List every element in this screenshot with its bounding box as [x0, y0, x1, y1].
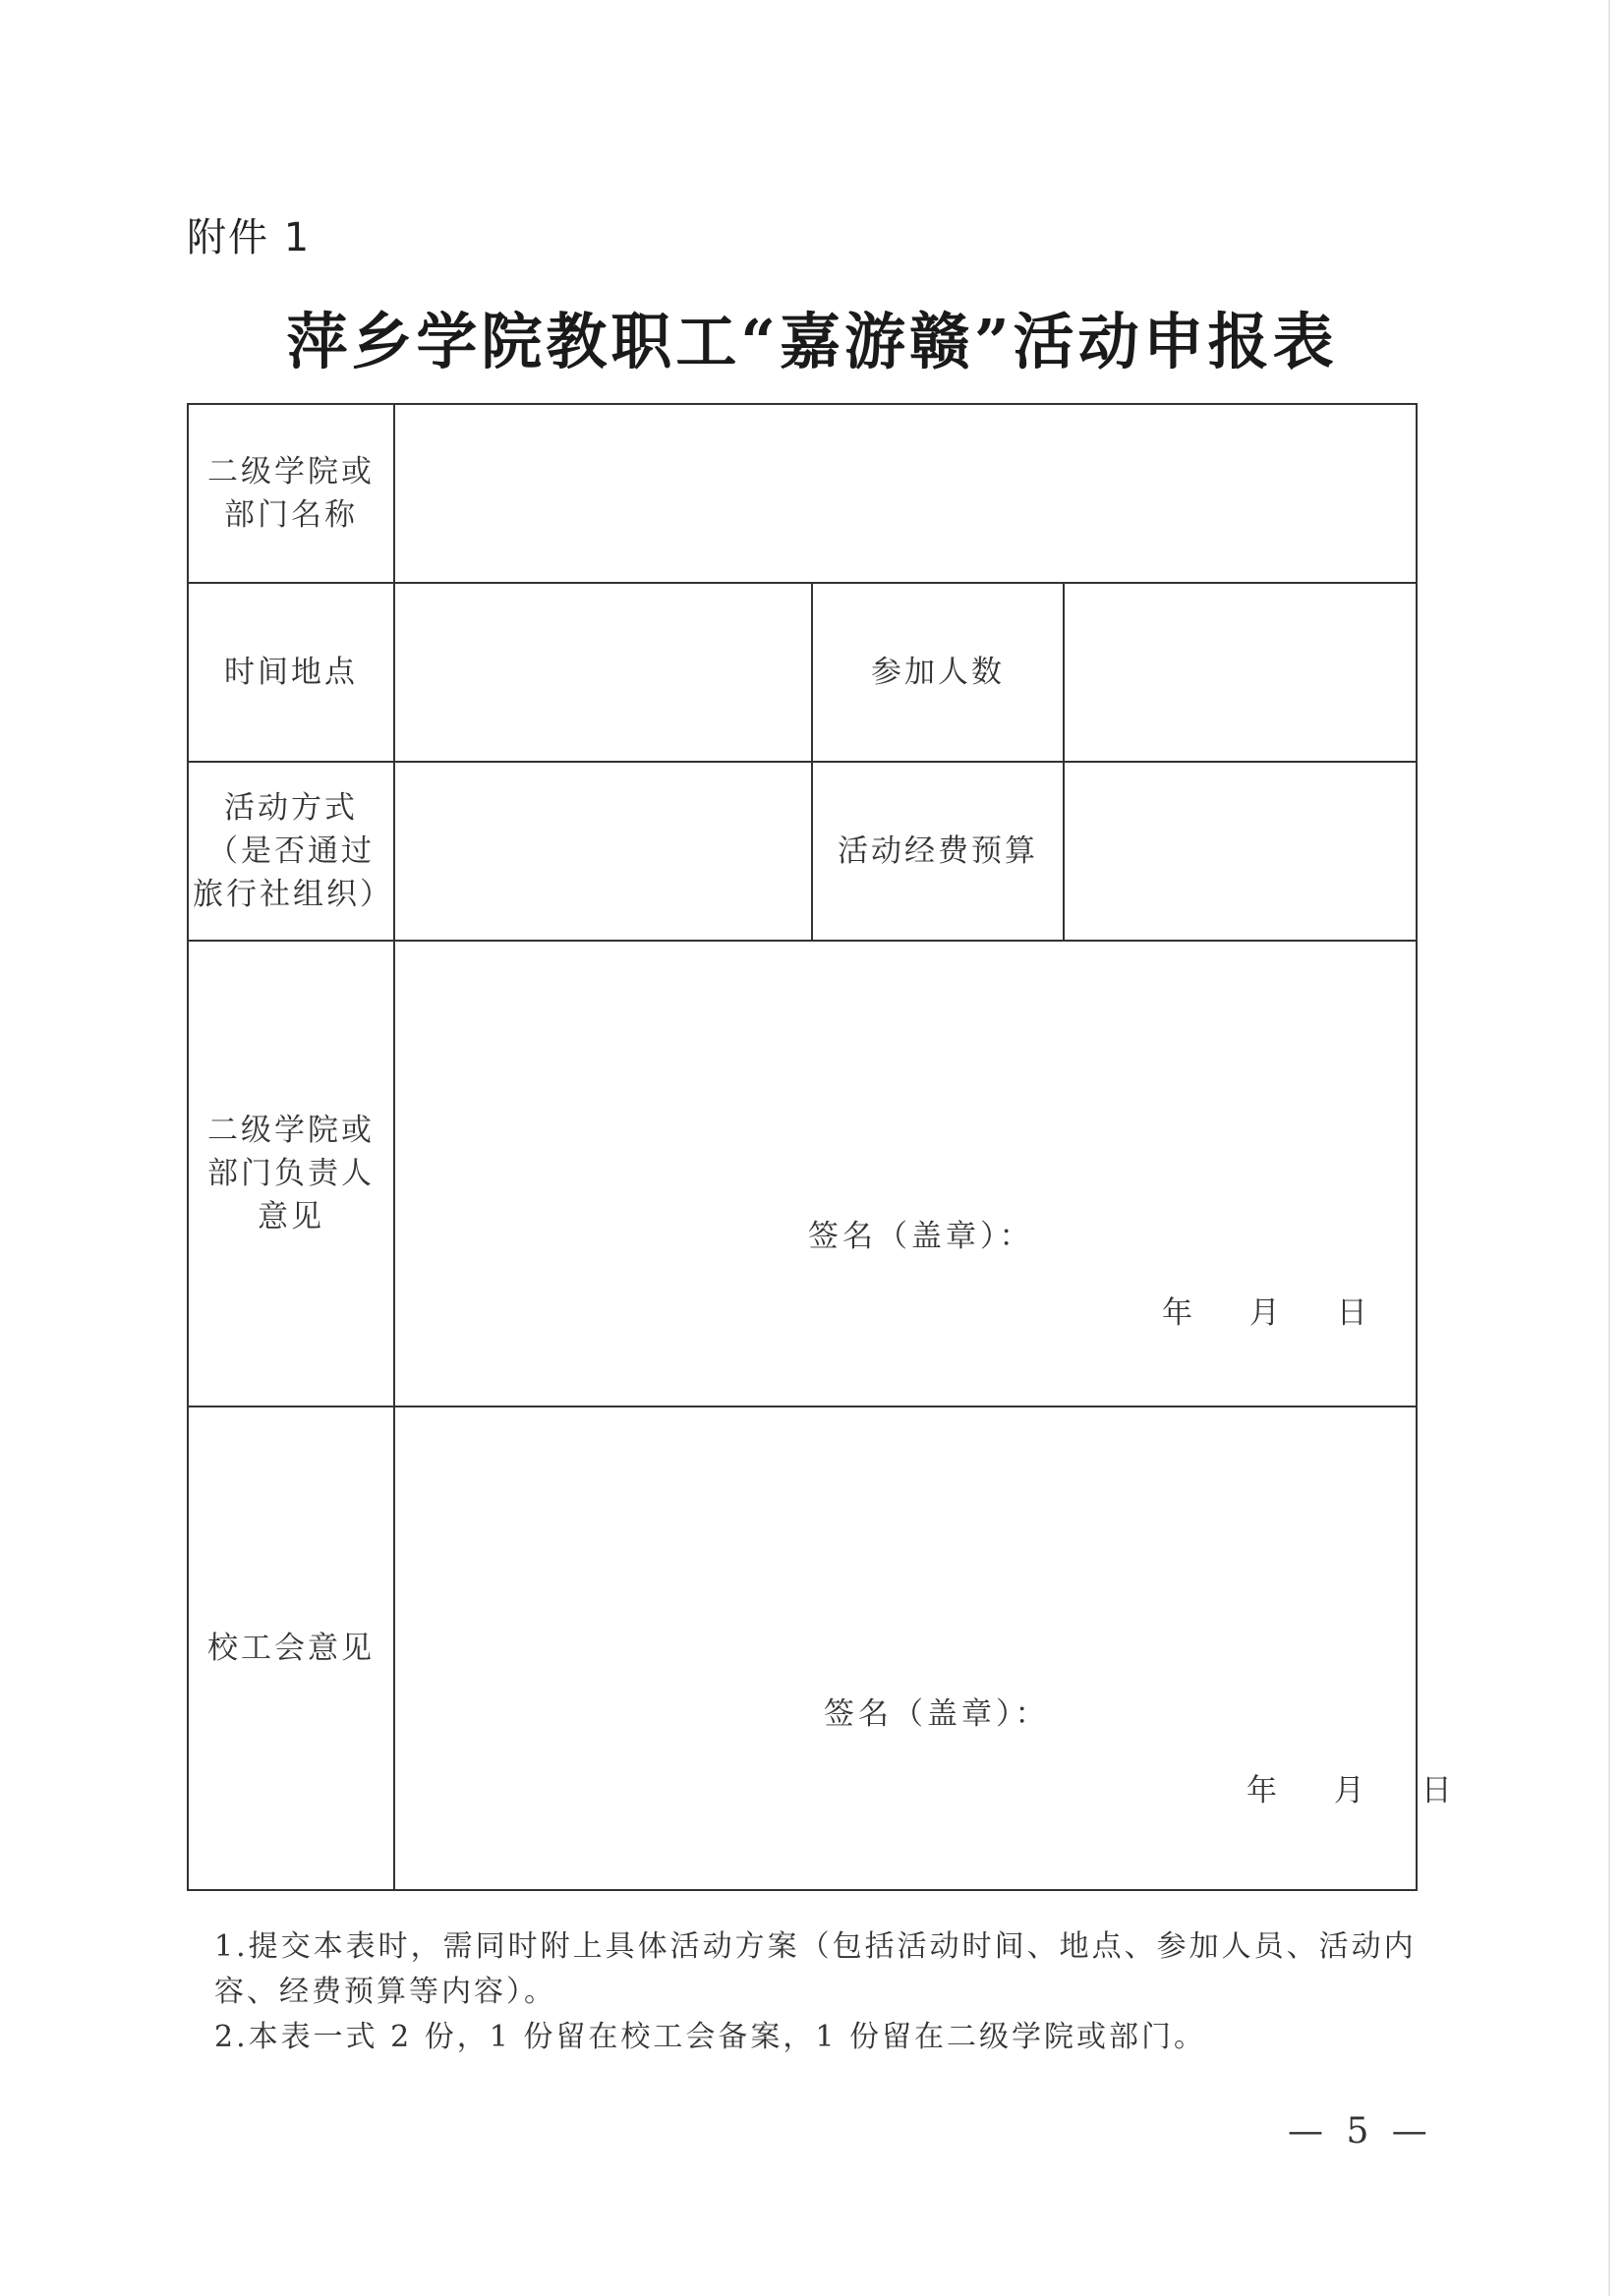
union-opinion-label-cell: [188, 1406, 394, 1890]
dept-date-line: 年 月 日: [1162, 1295, 1371, 1331]
union-opinion-label: 校工会意见: [207, 1631, 375, 1666]
time-place-label-cell: [188, 583, 394, 762]
time-place-value-cell[interactable]: [394, 583, 812, 762]
attachment-label: 附件 1: [187, 215, 312, 260]
participants-value-cell[interactable]: [1064, 583, 1417, 762]
table-row: [188, 941, 1417, 1406]
table-row: [188, 762, 1417, 941]
union-signature-line: 签名（盖章）：: [824, 1696, 1050, 1732]
union-opinion-cell[interactable]: [394, 1406, 1456, 1890]
note-item: 1.提交本表时，需同时附上具体活动方案（包括活动时间、地点、参加人员、活动内容、经费预算等内容）。: [214, 1929, 1417, 2009]
budget-label-cell: [812, 762, 1064, 941]
table-row: [188, 1406, 1417, 1890]
union-date-line: 年 月 日: [1247, 1773, 1456, 1808]
participants-label: 参加人数: [871, 655, 1005, 690]
budget-label: 活动经费预算: [838, 833, 1038, 869]
participants-label-cell: [812, 583, 1064, 762]
time-place-label: 时间地点: [224, 655, 358, 690]
dept-name-label-cell: [188, 404, 394, 583]
dept-name-label: 二级学院或部门名称: [207, 454, 375, 533]
dept-head-opinion-label-cell: [188, 941, 394, 1406]
form-title: 萍乡学院教职工“嘉游赣”活动申报表: [286, 306, 1338, 377]
dept-signature-line: 签名（盖章）：: [808, 1219, 1034, 1254]
note-item: 2.本表一式 2 份，1 份留在校工会备案，1 份留在二级学院或部门。: [214, 2020, 1207, 2054]
table-row: [188, 404, 1417, 583]
activity-mode-label-cell: [188, 762, 394, 941]
page-number: — 5 —: [1288, 2111, 1433, 2152]
dept-name-value-cell[interactable]: [394, 404, 1417, 583]
activity-mode-label: 活动方式（是否通过旅行社组织）: [193, 790, 393, 912]
dept-head-opinion-cell[interactable]: [394, 941, 1417, 1406]
form-notes: [187, 1924, 1425, 2060]
table-row: [188, 583, 1417, 762]
budget-value-cell[interactable]: [1064, 762, 1417, 941]
activity-mode-value-cell[interactable]: [394, 762, 812, 941]
dept-head-opinion-label: 二级学院或部门负责人意见: [207, 1113, 375, 1234]
application-form-table: [187, 403, 1456, 1891]
